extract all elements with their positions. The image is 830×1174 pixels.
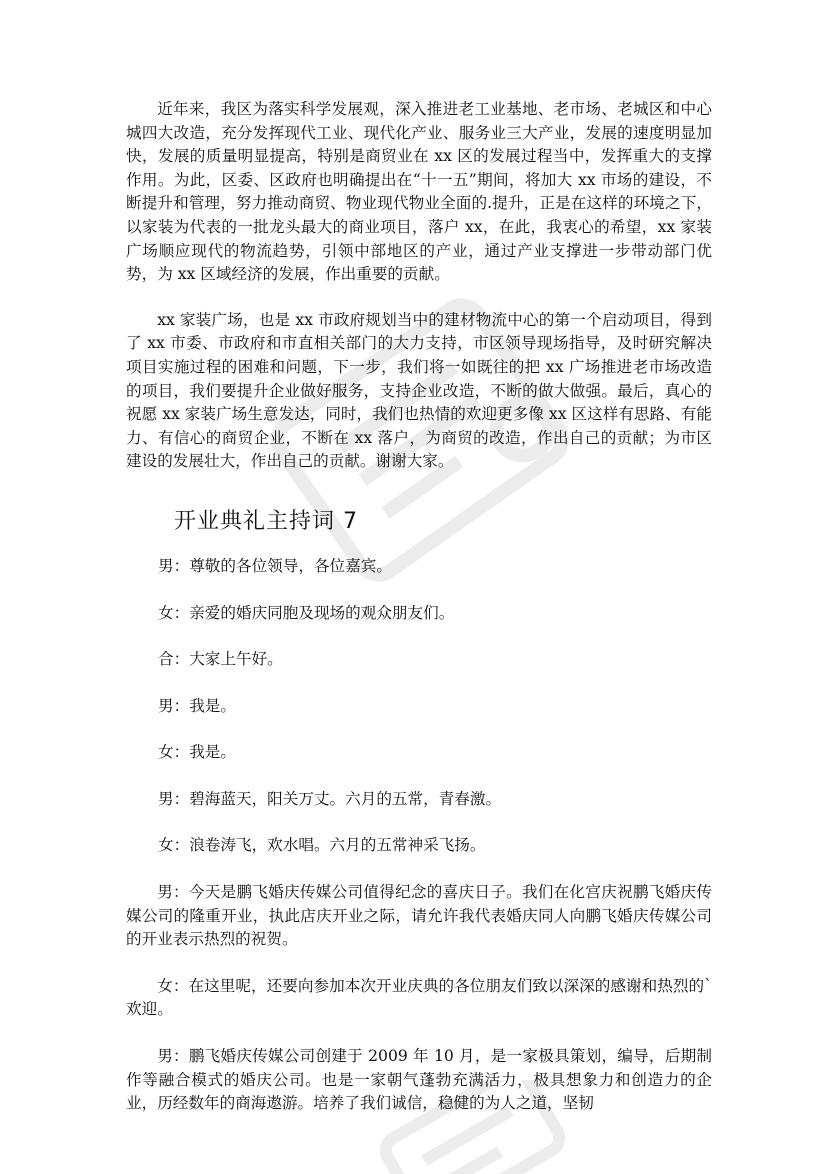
dialogue-line: 女：我是。 (158, 743, 236, 762)
dialogue-line: 合：大家上午好。 (158, 650, 283, 669)
intro-paragraph-1: 近年来，我区为落实科学发展观，深入推进老工业基地、老市场、老城区和中心城四大改造，充分发挥现代工业、现代化产业、服务业三大产业，发展的速度明显加快，发展的质量明显提高，特别是商贸业在 xx 区的发展过程当中，发挥重大的支撑作用。为此，区委、区政府也明确提出在“十一五”期间，将加大 xx 市场的建设，不断提升和管理，努力推动商贸、物业现代物业全面的.提升，正是在这样的环境之下，以家装为代表的一批龙头最大的商业项目，落户 xx，在此，我衷心的希望，xx 家装广场顺应现代的物流趋势，引领中部地区的产业，通过产业支撑进一步带动部门优势，为 xx 区域经济的发展，作出重要的贡献。 (126, 100, 712, 284)
dialogue-line: 男：我是。 (158, 696, 236, 715)
dialogue-line: 男：碧海蓝天，阳关万丈。六月的五常，青春激。 (158, 789, 502, 808)
intro-paragraph-2: xx 家装广场，也是 xx 市政府规划当中的建材物流中心的第一个启动项目，得到了 xx 市委、市政府和市直相关部门的大力支持，市区领导现场指导，及时研究解决项目实施过程的困难和问题，下一步，我们将一如既往的把 xx 广场推进老市场改造的项目，我们要提升企业做好服务，支持企业改造，不断的做大做强。最后，真心的祝愿 xx 家装广场生意发达，同时，我们也热情的欢迎更多像 xx 区这样有思路、有能力、有信心的商贸企业，不断在 xx 落户，为商贸的改造，作出自己的贡献；为市区建设的发展壮大，作出自己的贡献。谢谢大家。 (126, 310, 712, 471)
dialogue-paragraph: 女：在这里呢，还要向参加本次开业庆典的各位朋友们致以深深的感谢和热烈的`欢迎。 (126, 976, 712, 1019)
dialogue-line: 女：浪卷涛飞，欢水唱。六月的五常神采飞扬。 (158, 836, 486, 855)
dialogue-line: 男：尊敬的各位领导，各位嘉宾。 (158, 556, 392, 575)
section-heading: 开业典礼主持词 7 (174, 508, 358, 534)
dialogue-paragraph: 男：鹏飞婚庆传媒公司创建于 2009 年 10 月，是一家极具策划，编导，后期制作等融合模式的婚庆公司。也是一家朝气蓬勃充满活力，极具想象力和创造力的企业，历经数年的商海遨游。培养了我们诚信，稳健的为人之道，坚韧 (126, 1047, 712, 1113)
dialogue-paragraph: 男：今天是鹏飞婚庆传媒公司值得纪念的喜庆日子。我们在化宫庆祝鹏飞婚庆传媒公司的隆重开业，执此店庆开业之际，请允许我代表婚庆同人向鹏飞婚庆传媒公司的开业表示热烈的祝贺。 (126, 883, 712, 949)
document-body (126, 98, 712, 1139)
dialogue-line: 女：亲爱的婚庆同胞及现场的观众朋友们。 (158, 603, 455, 622)
